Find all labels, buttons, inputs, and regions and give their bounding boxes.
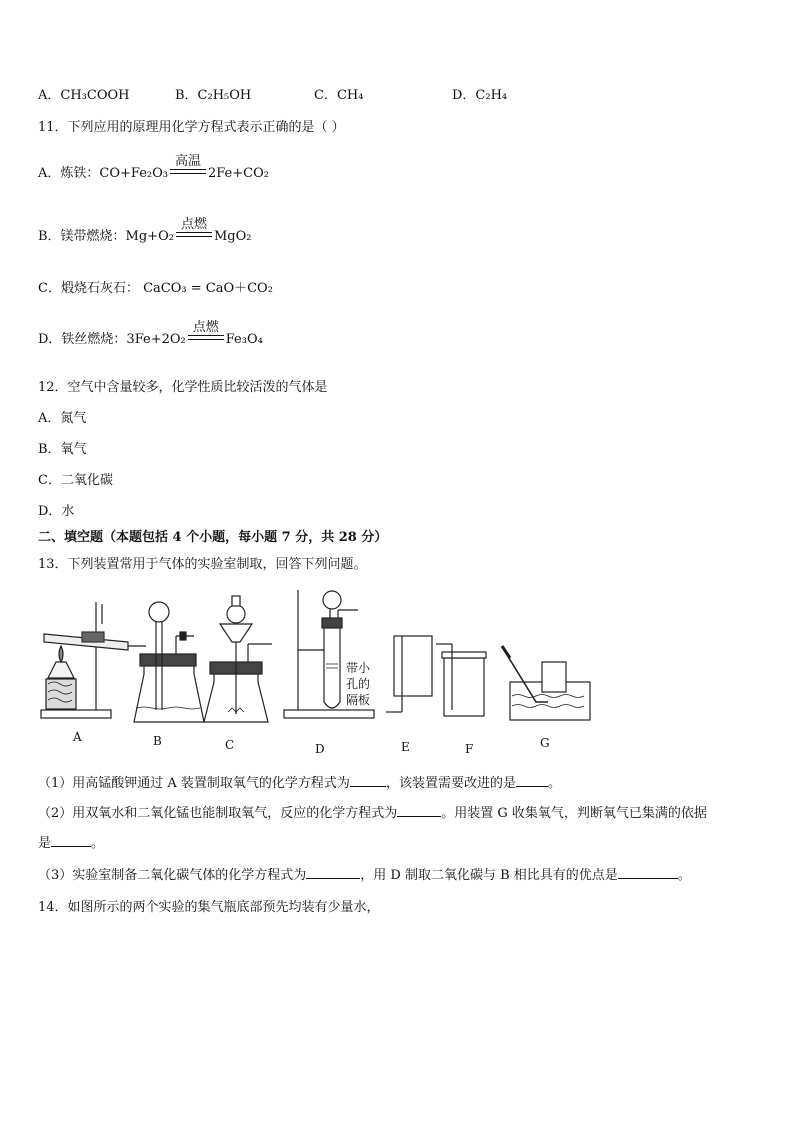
q13-part-3-text-c: 。: [677, 868, 691, 883]
apparatus-label-d: D: [315, 742, 325, 756]
equals-sign: [188, 335, 224, 340]
condition-label: 高温: [174, 153, 201, 169]
condition-label: 点燃: [192, 319, 219, 335]
q13-part-3: [38, 864, 691, 883]
q13-part-2-text-b: 。用装置 G 收集氧气，判断氧气已集满的依据: [441, 806, 707, 821]
q12-option-c: C．二氧化碳: [38, 473, 113, 488]
apparatus-label-e: E: [401, 740, 410, 754]
q12-option-d: D．水: [38, 504, 75, 519]
answer-blank[interactable]: [618, 865, 678, 879]
answer-blank[interactable]: [350, 773, 386, 787]
q11-option-c: C．煅烧石灰石： CaCO₃ = CaO＋CO₂: [38, 281, 273, 296]
q13-part-3-text-b: ，用 D 制取二氧化碳与 B 相比具有的优点是: [360, 868, 618, 883]
apparatus-label-c: C: [225, 738, 235, 752]
q11-a-reactants: A．炼铁：CO+Fe₂O₃: [38, 166, 168, 181]
q13-part-2-text-d: 。: [91, 836, 105, 851]
reaction-condition: [170, 153, 206, 180]
q13-part-1-text-b: ，该装置需要改进的是: [385, 776, 516, 791]
q13-part-1: [38, 772, 561, 791]
q11-option-a: [38, 153, 269, 181]
q10-option-d: D．C₂H₄: [452, 88, 508, 103]
answer-blank[interactable]: [516, 773, 548, 787]
answer-blank[interactable]: [306, 865, 360, 879]
answer-blank[interactable]: [51, 833, 91, 847]
q12-option-b: B．氧气: [38, 442, 87, 457]
apparatus-label-a: A: [73, 730, 82, 744]
apparatus-f: [436, 644, 486, 716]
q10-option-a: A．CH₃COOH: [38, 88, 130, 103]
q12-option-a: A．氮气: [38, 411, 87, 426]
q13-part-1-text-c: 。: [547, 776, 561, 791]
apparatus-a: [41, 602, 146, 718]
q10-option-b: B．C₂H₅OH: [175, 88, 252, 103]
q11-b-reactants: B．镁带燃烧：Mg+O₂: [38, 229, 174, 244]
q13-part-1-text-a: （1）用高锰酸钾通过 A 装置制取氧气的化学方程式为: [38, 776, 350, 791]
q11-d-products: Fe₃O₄: [225, 332, 263, 347]
condition-label: 点燃: [180, 216, 207, 232]
q13-part-2-cont: [38, 832, 104, 851]
reaction-condition: [188, 319, 224, 346]
section-title: 二、填空题（本题包括 4 个小题，每小题 7 分，共 28 分）: [38, 530, 388, 545]
apparatus-g: [502, 646, 590, 720]
q12-stem: 12．空气中含量较多，化学性质比较活泼的气体是: [38, 380, 328, 395]
q10-option-c: C．CH₄: [314, 88, 364, 103]
apparatus-e: [386, 636, 432, 712]
q13-part-2: [38, 802, 707, 821]
answer-blank[interactable]: [397, 803, 441, 817]
reaction-condition: [176, 216, 212, 243]
apparatus-label-g: G: [540, 736, 550, 750]
apparatus-label-b: B: [153, 734, 162, 748]
lab-apparatus-figure: [36, 584, 616, 760]
q13-part-2-text-a: （2）用双氧水和二氧化锰也能制取氧气，反应的化学方程式为: [38, 806, 398, 821]
q11-d-reactants: D．铁丝燃烧：3Fe+2O₂: [38, 332, 186, 347]
q11-stem: 11．下列应用的原理用化学方程式表示正确的是（ ）: [38, 120, 345, 135]
d-note-line-1: 带小: [346, 661, 371, 675]
equals-sign: [170, 169, 206, 174]
q11-option-b: [38, 216, 252, 244]
q13-stem: 13．下列装置常用于气体的实验室制取，回答下列问题。: [38, 557, 367, 572]
apparatus-c: [204, 596, 272, 722]
q11-b-products: MgO₂: [213, 229, 252, 244]
equals-sign: [176, 232, 212, 237]
q14-stem: 14．如图所示的两个实验的集气瓶底部预先均装有少量水，: [38, 900, 380, 915]
q11-option-d: [38, 319, 263, 347]
apparatus-b: [134, 602, 204, 722]
apparatus-label-f: F: [465, 742, 474, 756]
d-note-line-2: 孔的: [346, 677, 371, 691]
d-note-line-3: 隔板: [346, 693, 371, 707]
q13-part-3-text-a: （3）实验室制备二氧化碳气体的化学方程式为: [38, 868, 307, 883]
q13-part-2-text-c: 是: [38, 836, 52, 851]
q11-a-products: 2Fe+CO₂: [207, 166, 269, 181]
